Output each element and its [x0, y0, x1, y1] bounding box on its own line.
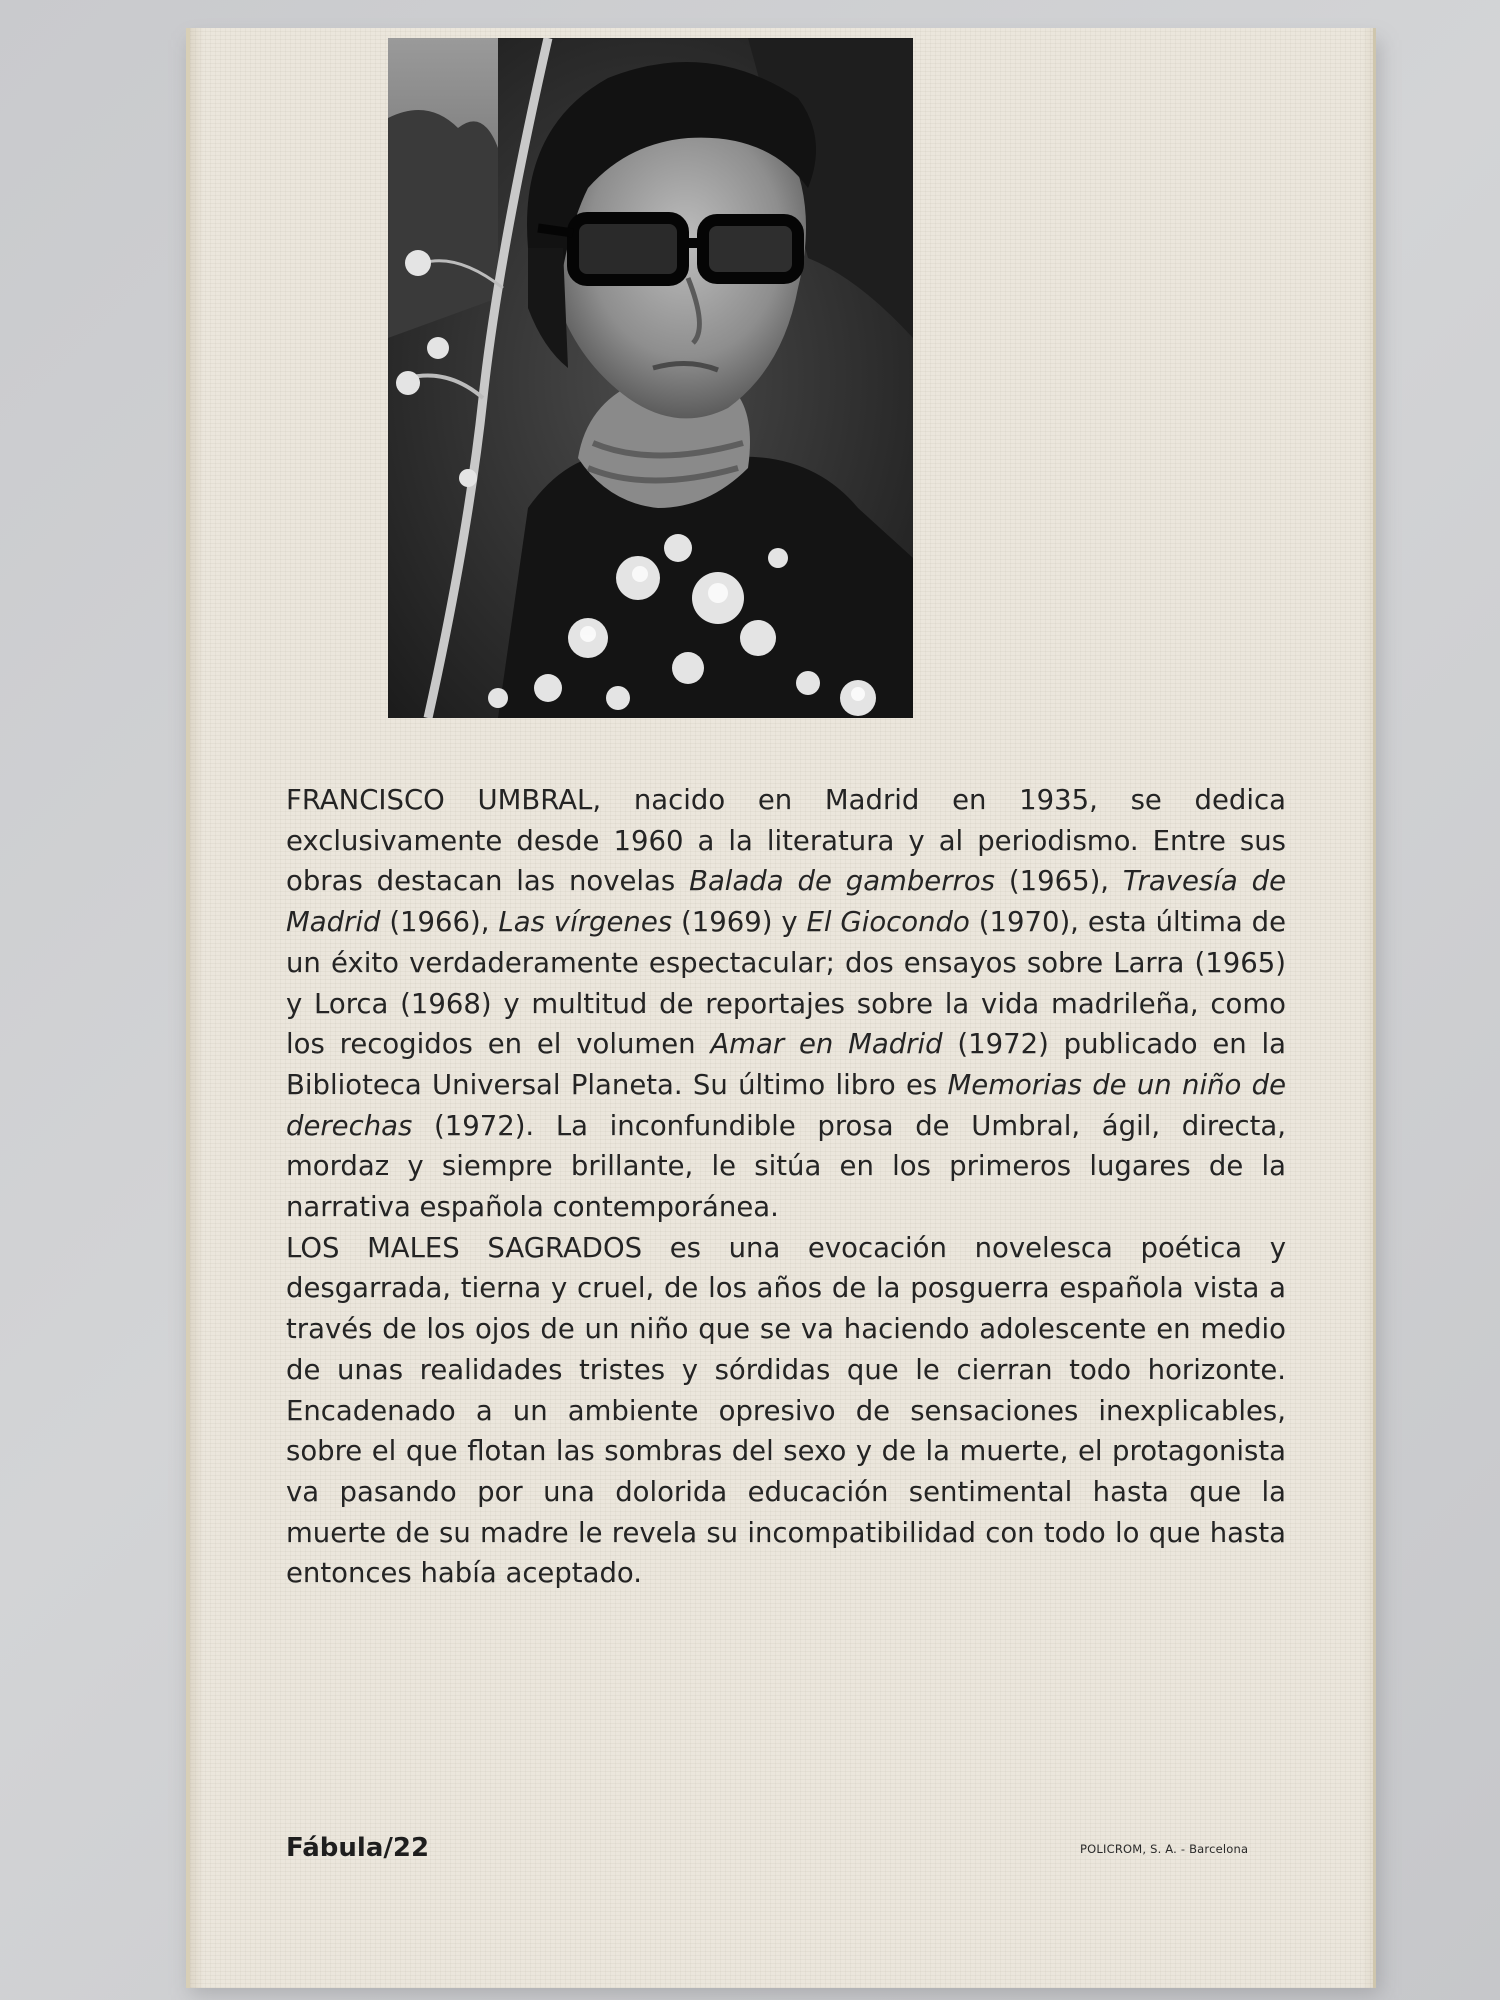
book-title-italic: Amar en Madrid: [710, 1028, 943, 1061]
author-bio-paragraph: [286, 780, 1286, 1228]
book-title-italic: Balada de gamberros: [689, 865, 995, 898]
bio-text-run: (1965),: [994, 865, 1123, 898]
series-label: Fábula/22: [286, 1833, 430, 1863]
printer-credit: POLICROM, S. A. - Barcelona: [1080, 1842, 1249, 1856]
bio-text-run: (1972). La inconfundible prosa de Umbral, ágil, directa, mordaz y siempre brillante, le sitúa en los primeros lugares de la narrativa española contemporánea.: [286, 1109, 1286, 1224]
book-back-cover: [186, 28, 1376, 1988]
book-description-paragraph: LOS MALES SAGRADOS es una evocación novelesca poética y desgarrada, tierna y cruel, de los años de la posguerra española vista a través de los ojos de un niño que se va haciendo adolescente en medio de unas realidades tristes y sórdidas que le cierran todo horizonte. Encadenado a un ambiente opresivo de sensaciones inexplicables, sobre el que flotan las sombras del sexo y de la muerte, el protagonista va pasando por una dolorida educación sentimental hasta que la muerte de su madre le revela su incompatibilidad con todo lo que hasta entonces había aceptado.: [286, 1231, 1286, 1590]
bio-text-run: (1966),: [380, 906, 499, 939]
bio-text-run: (1972) publicado en la Biblioteca Universal Planeta. Su último libro es: [286, 1028, 1286, 1101]
book-title-italic: Las vírgenes: [498, 906, 673, 939]
bio-text-run: FRANCISCO UMBRAL, nacido en Madrid en 1935, se dedica exclusivamente desde 1960 a la literatura y al periodismo. Entre sus obras destacan las novelas: [286, 784, 1286, 898]
bio-text-run: (1970), esta última de un éxito verdaderamente espectacular; dos ensayos sobre Larra (1965) y Lorca (1968) y multitud de reportajes sobre la vida madrileña, como los recogidos en el volumen: [286, 906, 1286, 1061]
book-title-italic: Travesía de Madrid: [286, 865, 1287, 939]
synopsis-text: [286, 780, 1286, 1594]
author-portrait-photo: [388, 38, 913, 718]
book-title-italic: Memorias de un niño de derechas: [286, 1068, 1286, 1142]
bio-text-run: (1969) y: [672, 906, 807, 939]
book-title-italic: El Giocondo: [806, 906, 970, 939]
